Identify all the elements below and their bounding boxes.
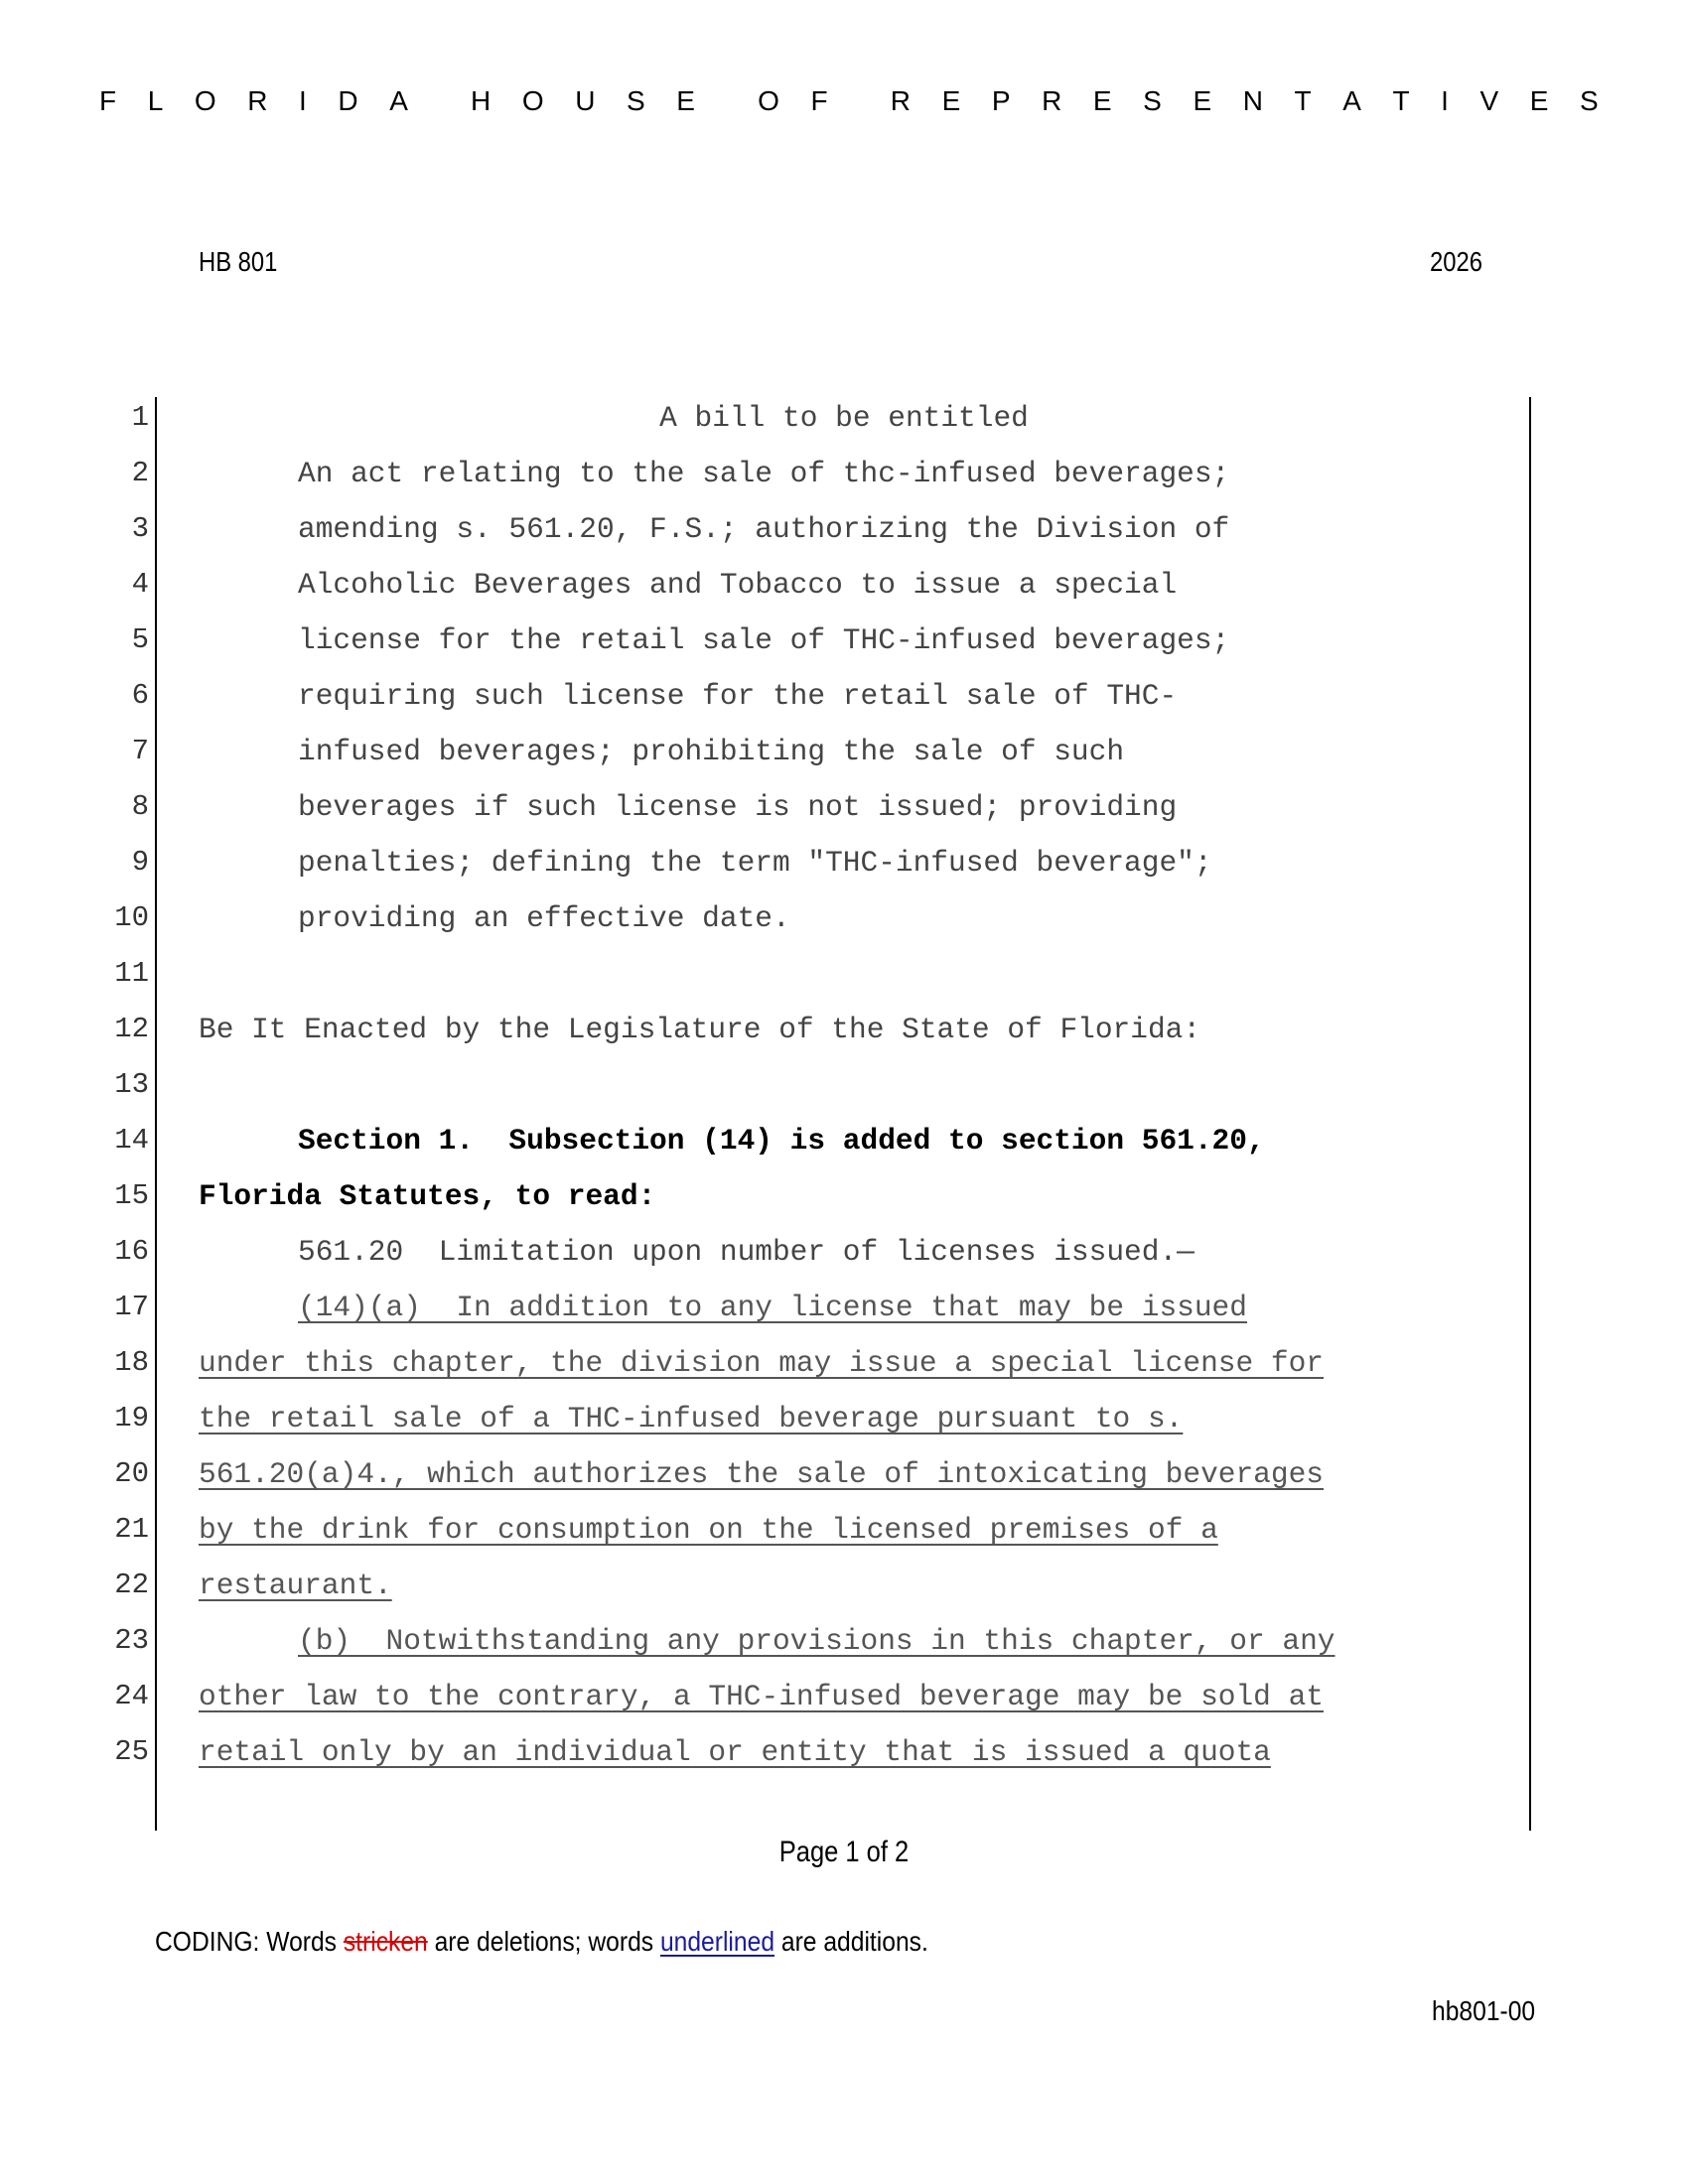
page-number: Page 1 of 2	[778, 1836, 910, 1868]
line-number: 10	[114, 901, 149, 934]
line-number: 11	[114, 957, 149, 990]
line-number: 3	[131, 512, 149, 545]
line-number: 2	[131, 457, 149, 489]
line-text: (b) Notwithstanding any provisions in this chapter, or any	[298, 1624, 1336, 1658]
chamber-heading-letter: S	[1143, 85, 1162, 116]
line-text: 561.20(a)4., which authorizes the sale of intoxicating beverages	[199, 1457, 1324, 1491]
line-number: 14	[114, 1124, 149, 1157]
coding-stricken-example: stricken	[343, 1926, 428, 1957]
line-text: (14)(a) In addition to any license that may be issued	[298, 1291, 1247, 1324]
bill-number: HB 801	[199, 246, 278, 277]
chamber-heading-letter: O	[758, 85, 779, 116]
document-code: hb801-00	[1432, 1995, 1536, 2026]
bill-line	[0, 619, 1688, 675]
line-number: 6	[131, 679, 149, 712]
line-number: 24	[114, 1680, 149, 1712]
line-number: 22	[114, 1569, 149, 1601]
line-text: 561.20 Limitation upon number of licenses issued.—	[298, 1235, 1195, 1269]
line-text: Florida Statutes, to read:	[199, 1179, 656, 1213]
bill-line	[0, 842, 1688, 897]
bill-line	[0, 786, 1688, 842]
bill-line	[0, 508, 1688, 564]
bill-year: 2026	[1430, 246, 1482, 277]
bill-line	[0, 1175, 1688, 1231]
coding-underlined-example: underlined	[659, 1926, 775, 1957]
chamber-heading-letter: S	[627, 85, 645, 116]
line-text: beverages if such license is not issued; providing	[298, 790, 1178, 824]
bill-line	[0, 675, 1688, 731]
line-number: 23	[114, 1624, 149, 1657]
chamber-heading-letter: I	[1441, 85, 1449, 116]
chamber-heading	[99, 81, 1599, 121]
bill-line	[0, 1731, 1688, 1787]
line-text: providing an effective date.	[298, 901, 790, 935]
line-text: Section 1. Subsection (14) is added to section 561.20,	[298, 1124, 1265, 1158]
coding-prefix: CODING: Words	[155, 1926, 344, 1957]
coding-suffix: are additions.	[774, 1926, 928, 1957]
chamber-heading-letter: E	[1092, 85, 1112, 116]
line-text: under this chapter, the division may issue a special license for	[199, 1346, 1324, 1380]
line-number: 18	[114, 1346, 149, 1379]
chamber-heading-letter: D	[338, 85, 358, 116]
line-number: 12	[114, 1013, 149, 1045]
bill-line	[0, 1231, 1688, 1287]
line-text: penalties; defining the term "THC-infused beverage";	[298, 846, 1212, 880]
line-number: 5	[131, 623, 149, 656]
bill-line	[0, 453, 1688, 508]
chamber-heading-letter: I	[299, 85, 307, 116]
chamber-heading-letter: P	[991, 85, 1011, 116]
chamber-heading-letter: E	[676, 85, 695, 116]
bill-line	[0, 1676, 1688, 1731]
line-number: 25	[114, 1735, 149, 1768]
chamber-heading-letter: R	[1042, 85, 1062, 116]
chamber-heading-letter: E	[941, 85, 961, 116]
coding-middle: are deletions; words	[427, 1926, 660, 1957]
chamber-heading-letter: O	[521, 85, 544, 116]
line-text: other law to the contrary, a THC-infused beverage may be sold at	[199, 1680, 1324, 1713]
line-number: 21	[114, 1513, 149, 1546]
bill-line	[0, 1453, 1688, 1509]
chamber-heading-letter: R	[890, 85, 911, 116]
bill-line	[0, 953, 1688, 1009]
chamber-heading-letter: R	[247, 85, 268, 116]
line-text: A bill to be entitled	[659, 401, 1029, 435]
line-text: Alcoholic Beverages and Tobacco to issue a special	[298, 568, 1178, 602]
line-number: 16	[114, 1235, 149, 1268]
line-number: 9	[131, 846, 149, 879]
bill-line	[0, 1342, 1688, 1398]
line-text: infused beverages; prohibiting the sale of such	[298, 735, 1125, 768]
line-text: Be It Enacted by the Legislature of the State of Florida:	[199, 1013, 1201, 1046]
chamber-heading-letter: F	[810, 85, 828, 116]
line-number: 7	[131, 735, 149, 767]
line-number: 17	[114, 1291, 149, 1323]
line-text: requiring such license for the retail sale of THC-	[298, 679, 1178, 713]
line-number: 13	[114, 1068, 149, 1101]
line-number: 4	[131, 568, 149, 601]
chamber-heading-letter: V	[1479, 85, 1499, 116]
chamber-heading-letter: E	[1193, 85, 1212, 116]
bill-line	[0, 897, 1688, 953]
chamber-heading-letter: H	[471, 85, 492, 116]
line-number: 15	[114, 1179, 149, 1212]
bill-line	[0, 1398, 1688, 1453]
bill-line	[0, 731, 1688, 786]
chamber-heading-letter: U	[575, 85, 596, 116]
bill-line	[0, 397, 1688, 453]
bill-line	[0, 1120, 1688, 1175]
chamber-heading-letter: S	[1580, 85, 1599, 116]
chamber-heading-letter: L	[147, 85, 164, 116]
line-text: restaurant.	[199, 1569, 392, 1602]
line-number: 19	[114, 1402, 149, 1434]
bill-line	[0, 1009, 1688, 1064]
line-number: 20	[114, 1457, 149, 1490]
chamber-heading-letter: T	[1294, 85, 1312, 116]
chamber-heading-letter: T	[1392, 85, 1410, 116]
coding-legend	[155, 1922, 928, 1962]
line-number: 1	[131, 401, 149, 434]
chamber-heading-letter: E	[1529, 85, 1549, 116]
line-text: retail only by an individual or entity that is issued a quota	[199, 1735, 1271, 1769]
bill-line	[0, 1509, 1688, 1565]
line-text: license for the retail sale of THC-infused beverages;	[298, 623, 1230, 657]
bill-line	[0, 1064, 1688, 1120]
chamber-heading-letter: F	[99, 85, 117, 116]
bill-line	[0, 564, 1688, 619]
bill-line	[0, 1565, 1688, 1620]
bill-line	[0, 1287, 1688, 1342]
line-text: amending s. 561.20, F.S.; authorizing the Division of	[298, 512, 1230, 546]
chamber-heading-letter: A	[389, 85, 408, 116]
bill-line	[0, 1620, 1688, 1676]
line-text: the retail sale of a THC-infused beverage pursuant to s.	[199, 1402, 1184, 1435]
chamber-heading-letter: N	[1242, 85, 1263, 116]
chamber-heading-letter: O	[194, 85, 216, 116]
line-text: by the drink for consumption on the licensed premises of a	[199, 1513, 1218, 1547]
chamber-heading-letter: A	[1342, 85, 1361, 116]
line-number: 8	[131, 790, 149, 823]
line-text: An act relating to the sale of thc-infused beverages;	[298, 457, 1230, 490]
